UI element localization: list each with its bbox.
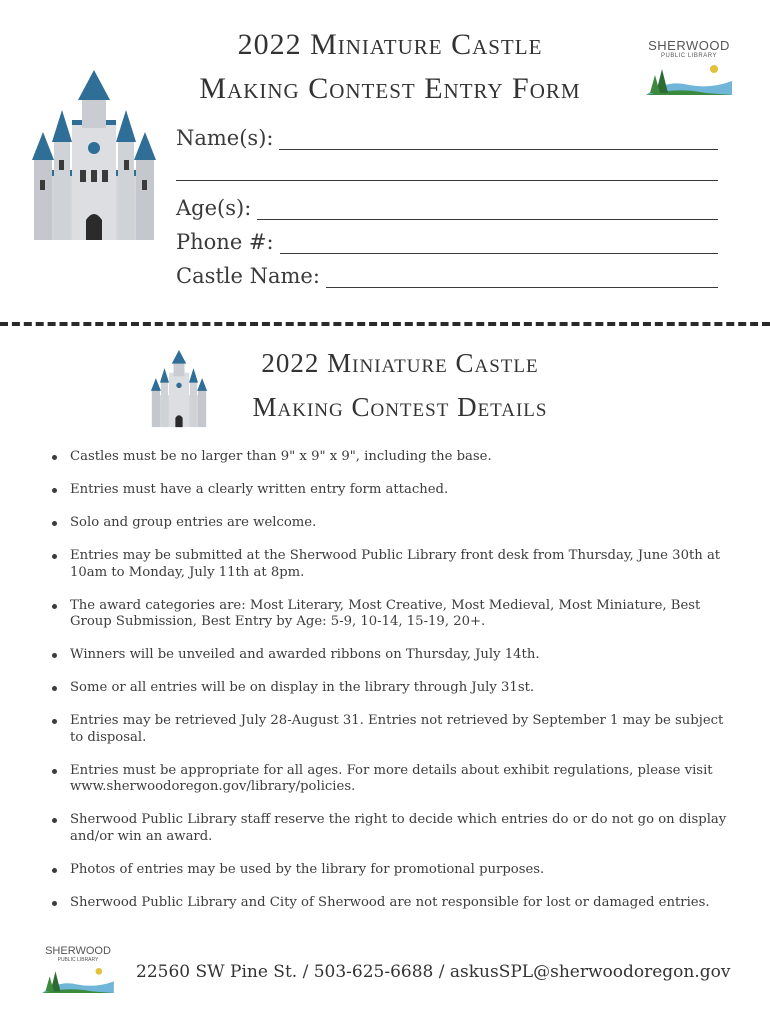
name-line[interactable] <box>279 131 718 150</box>
castle-name-field-row <box>176 264 718 288</box>
logo-landscape-icon <box>646 59 732 95</box>
entry-form-title-line2: Making Contest Entry Form <box>199 72 581 105</box>
footer-library-logo <box>42 945 114 995</box>
rule-item: Solo and group entries are welcome. <box>52 515 736 532</box>
rule-item: Photos of entries may be used by the library for promotional purposes. <box>52 862 736 879</box>
small-castle-icon <box>150 350 208 428</box>
age-field-row <box>176 196 718 220</box>
logo-word: SHERWOOD <box>648 38 730 53</box>
rule-item: The award categories are: Most Literary, Most Creative, Most Medieval, Most Miniature, Best Group Submission, Best Entry by Age: 5-9, 10-14, 15-19, 20+. <box>52 598 736 631</box>
rule-item: Winners will be unveiled and awarded ribbons on Thursday, July 14th. <box>52 647 736 664</box>
name-field-row <box>176 126 718 150</box>
castle-name-line[interactable] <box>326 269 718 288</box>
footer-logo-word: SHERWOOD <box>45 945 111 957</box>
rule-item: Some or all entries will be on display in the library through July 31st. <box>52 680 736 697</box>
age-label: Age(s): <box>176 196 252 220</box>
castle-name-label: Castle Name: <box>176 264 320 288</box>
age-line[interactable] <box>257 201 718 220</box>
cut-line-divider <box>0 322 770 326</box>
phone-line[interactable] <box>280 235 718 254</box>
details-title-line1: 2022 Miniature Castle <box>261 348 539 378</box>
rules-list <box>52 449 736 928</box>
rule-item: Entries may be retrieved July 28-August 31. Entries not retrieved by September 1 may be subject to disposal. <box>52 713 736 746</box>
footer-logo-landscape-icon <box>42 963 114 993</box>
castle-illustration-icon <box>30 70 158 242</box>
rule-item: Entries must have a clearly written entry form attached. <box>52 482 736 499</box>
name-label: Name(s): <box>176 126 274 150</box>
entry-form-title-line1: 2022 Miniature Castle <box>237 28 543 61</box>
footer-logo-sub: PUBLIC LIBRARY <box>57 957 99 963</box>
rule-item: Entries may be submitted at the Sherwood Public Library front desk from Thursday, June 30th at 10am to Monday, July 11th at 8pm. <box>52 548 736 581</box>
logo-sub: PUBLIC LIBRARY <box>661 53 717 59</box>
rule-item: Sherwood Public Library and City of Sherwood are not responsible for lost or damaged entries. <box>52 895 736 912</box>
phone-label: Phone #: <box>176 230 274 254</box>
sherwood-library-logo <box>646 38 732 98</box>
footer-contact: 22560 SW Pine St. / 503-625-6688 / askusSPL@sherwoodoregon.gov <box>136 962 731 982</box>
rule-item: Castles must be no larger than 9" x 9" x 9", including the base. <box>52 449 736 466</box>
rule-item: Sherwood Public Library staff reserve the right to decide which entries do or do not go on display and/or win an award. <box>52 812 736 845</box>
rule-item: Entries must be appropriate for all ages. For more details about exhibit regulations, please visit www.sherwoodoregon.gov/library/policies. <box>52 763 736 796</box>
name-field-row-2 <box>176 162 718 181</box>
details-title-line2: Making Contest Details <box>252 392 548 422</box>
phone-field-row <box>176 230 718 254</box>
name-line-2[interactable] <box>176 162 718 181</box>
